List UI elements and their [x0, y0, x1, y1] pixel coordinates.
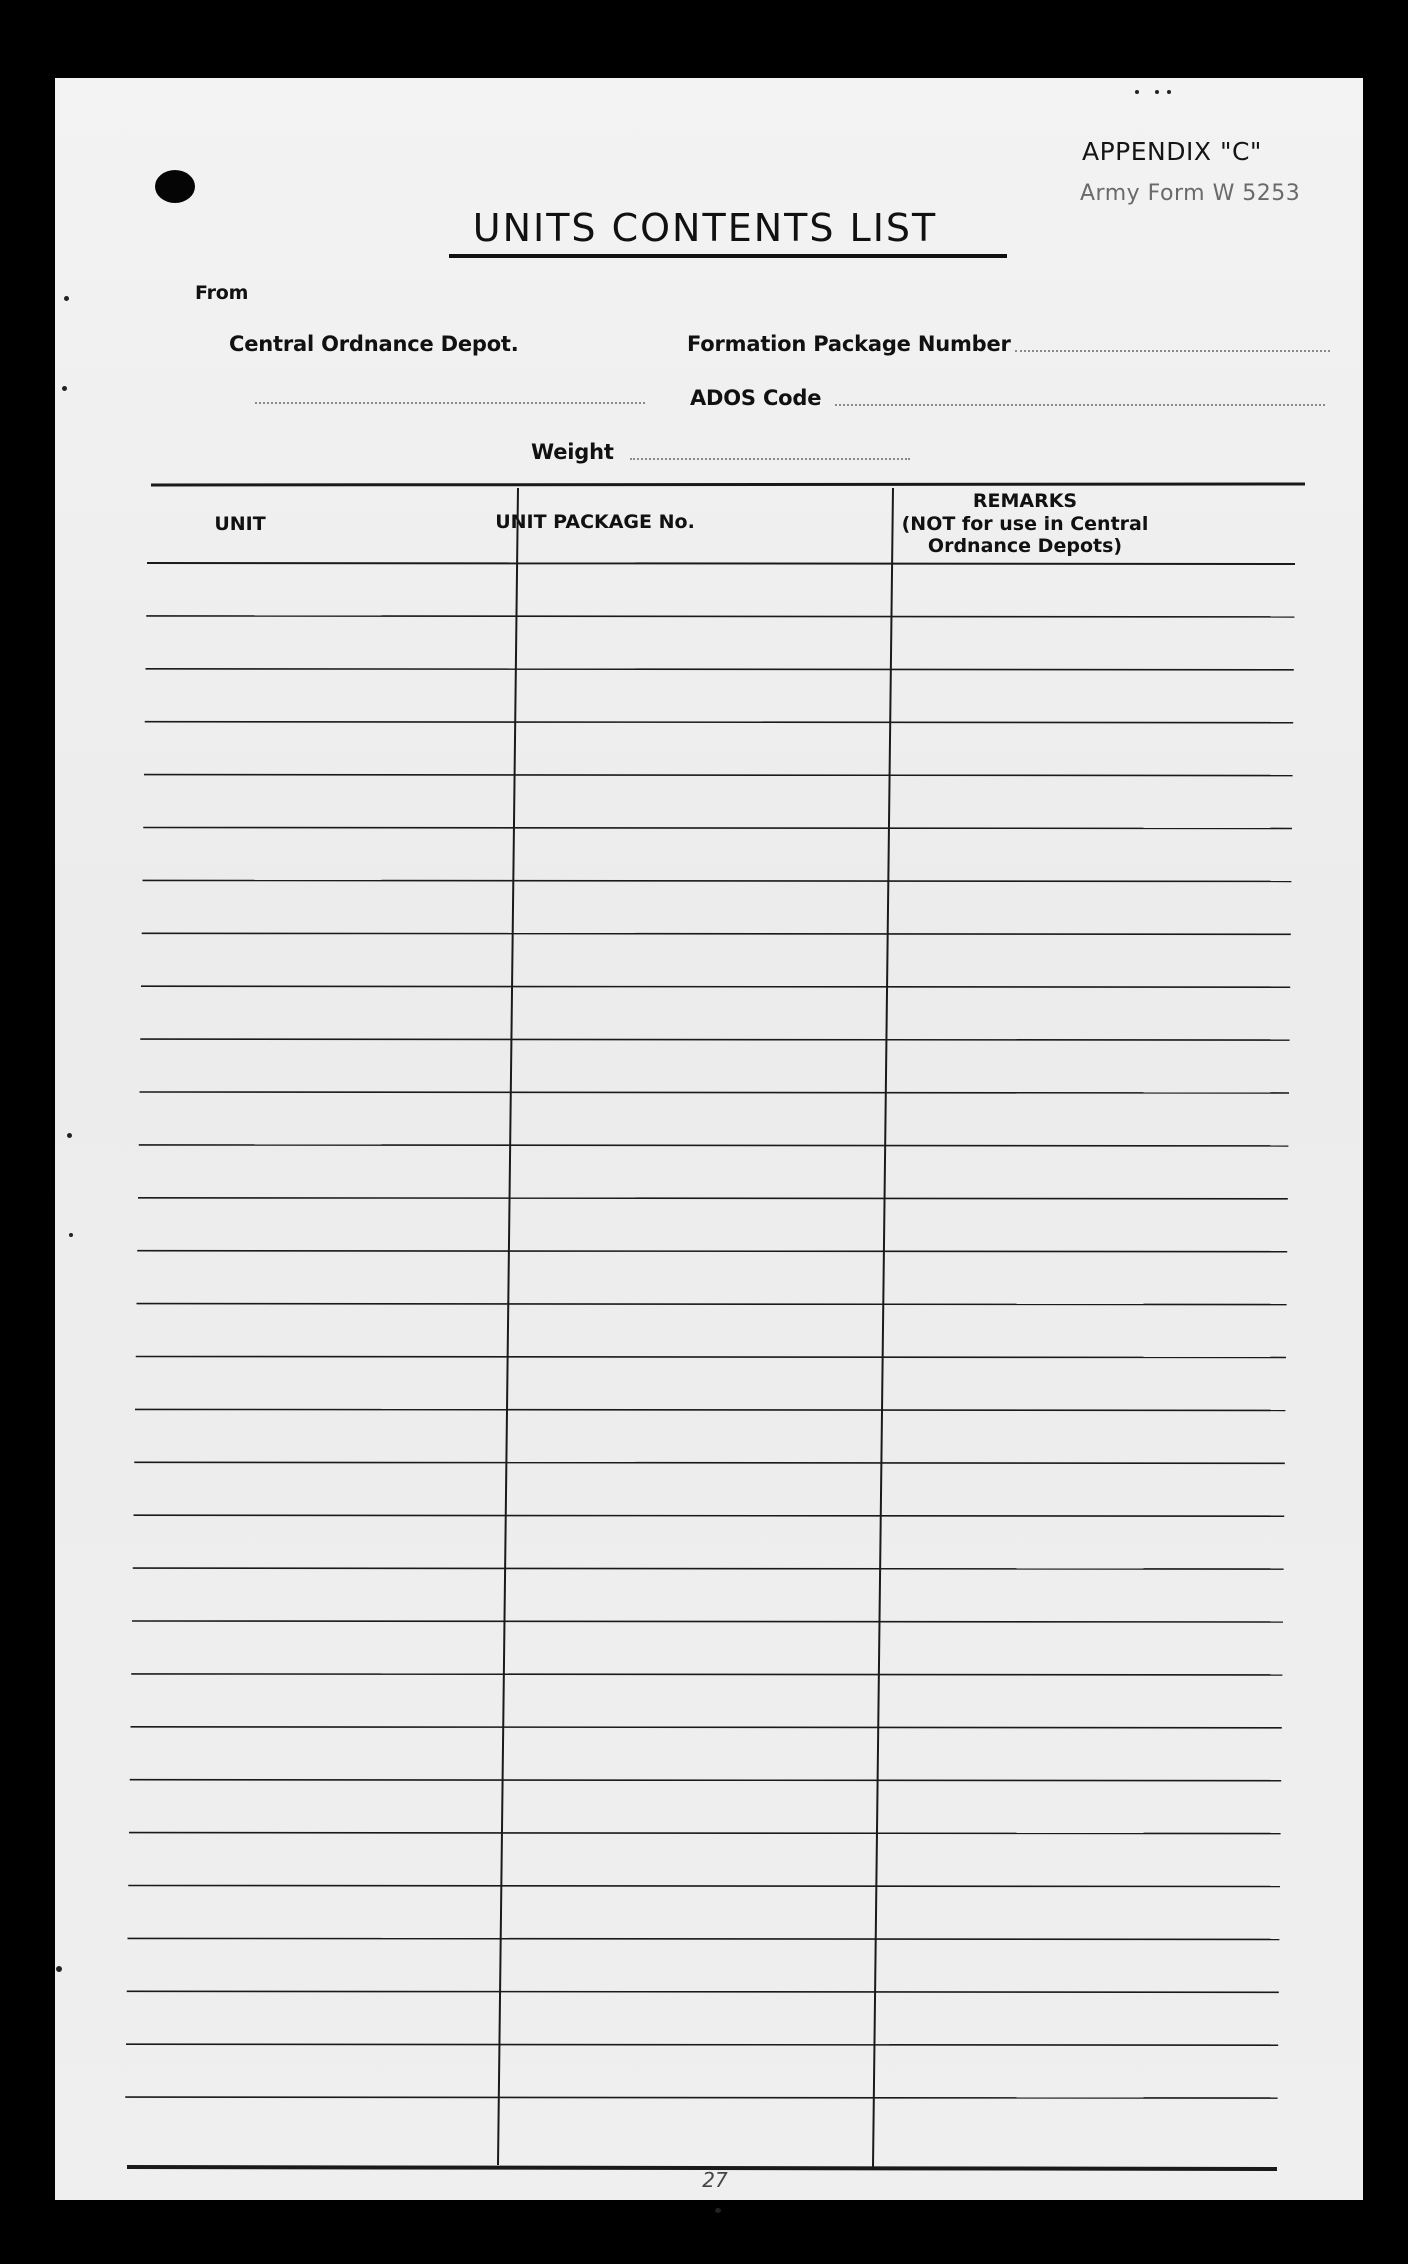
table-row-rule — [146, 669, 1294, 670]
column-header-remarks: REMARKS — [972, 490, 1078, 512]
table-row-rule — [128, 1938, 1280, 1939]
table-row-rule — [126, 2044, 1278, 2045]
page-title: UNITS CONTENTS LIST — [472, 206, 938, 250]
page-number: 27 — [702, 2168, 728, 2192]
table-row-rule — [143, 880, 1292, 881]
table-row-rule — [132, 1621, 1283, 1622]
table-row-rule — [141, 986, 1290, 987]
scan-speck — [67, 1133, 72, 1138]
scan-speck — [1135, 90, 1139, 94]
table-row-rule — [133, 1568, 1284, 1569]
table-row-rule — [139, 1145, 1289, 1146]
column-header-unit: UNIT — [214, 513, 266, 535]
weight-label: Weight — [531, 440, 614, 464]
column-divider-1 — [498, 488, 518, 2165]
table-row-rule — [128, 1886, 1280, 1887]
table-row-rule — [140, 1092, 1290, 1093]
punch-hole — [155, 170, 195, 203]
scan-speck — [1167, 90, 1171, 94]
table-row-rule — [145, 722, 1293, 723]
table-row-rule — [134, 1515, 1285, 1516]
table-row-rule — [135, 1409, 1285, 1410]
scan-speck — [64, 296, 69, 301]
table-row-rule — [125, 2097, 1277, 2098]
remarks-note-line-1: (NOT for use in Central — [901, 513, 1149, 535]
scan-speck — [715, 2208, 721, 2213]
table-row-rule — [136, 1357, 1286, 1358]
column-divider-2 — [873, 488, 893, 2167]
table-row-rule — [131, 1674, 1282, 1675]
column-header-unit-package: UNIT PACKAGE No. — [495, 511, 695, 533]
table-row-rule — [129, 1833, 1281, 1834]
table-row-rule — [140, 1039, 1289, 1040]
ados-code-label: ADOS Code — [690, 386, 822, 410]
table-row-rule — [146, 616, 1294, 617]
from-label: From — [195, 282, 249, 304]
scan-speck — [69, 1233, 73, 1237]
table-row-rule — [137, 1251, 1287, 1252]
table-row-rule — [131, 1727, 1282, 1728]
form-page — [55, 78, 1363, 2200]
table-row-rule — [138, 1198, 1288, 1199]
header-rule — [147, 563, 1295, 564]
table-row-rule — [137, 1304, 1287, 1305]
table-row-rule — [143, 828, 1292, 829]
table-row-rule — [130, 1780, 1281, 1781]
scan-speck — [1155, 90, 1159, 94]
table-row-rule — [134, 1462, 1285, 1463]
army-form-number: Army Form W 5253 — [1080, 181, 1301, 206]
table-row-rule — [144, 775, 1293, 776]
table-top-rule — [151, 484, 1305, 485]
scan-speck — [56, 1966, 62, 1972]
scan-speck — [62, 386, 67, 391]
table-row-rule — [142, 933, 1291, 934]
ados-code-field[interactable] — [835, 404, 1325, 406]
appendix-label: APPENDIX "C" — [1082, 137, 1262, 166]
weight-field[interactable] — [630, 458, 910, 460]
formation-package-field[interactable] — [1015, 350, 1330, 352]
table-row-rule — [127, 1991, 1279, 1992]
formation-package-label: Formation Package Number — [687, 332, 1011, 356]
depot-name: Central Ordnance Depot. — [229, 332, 519, 356]
remarks-note-line-2: Ordnance Depots) — [927, 535, 1123, 557]
depot-extra-field[interactable] — [255, 402, 645, 404]
title-underline — [449, 254, 1007, 258]
